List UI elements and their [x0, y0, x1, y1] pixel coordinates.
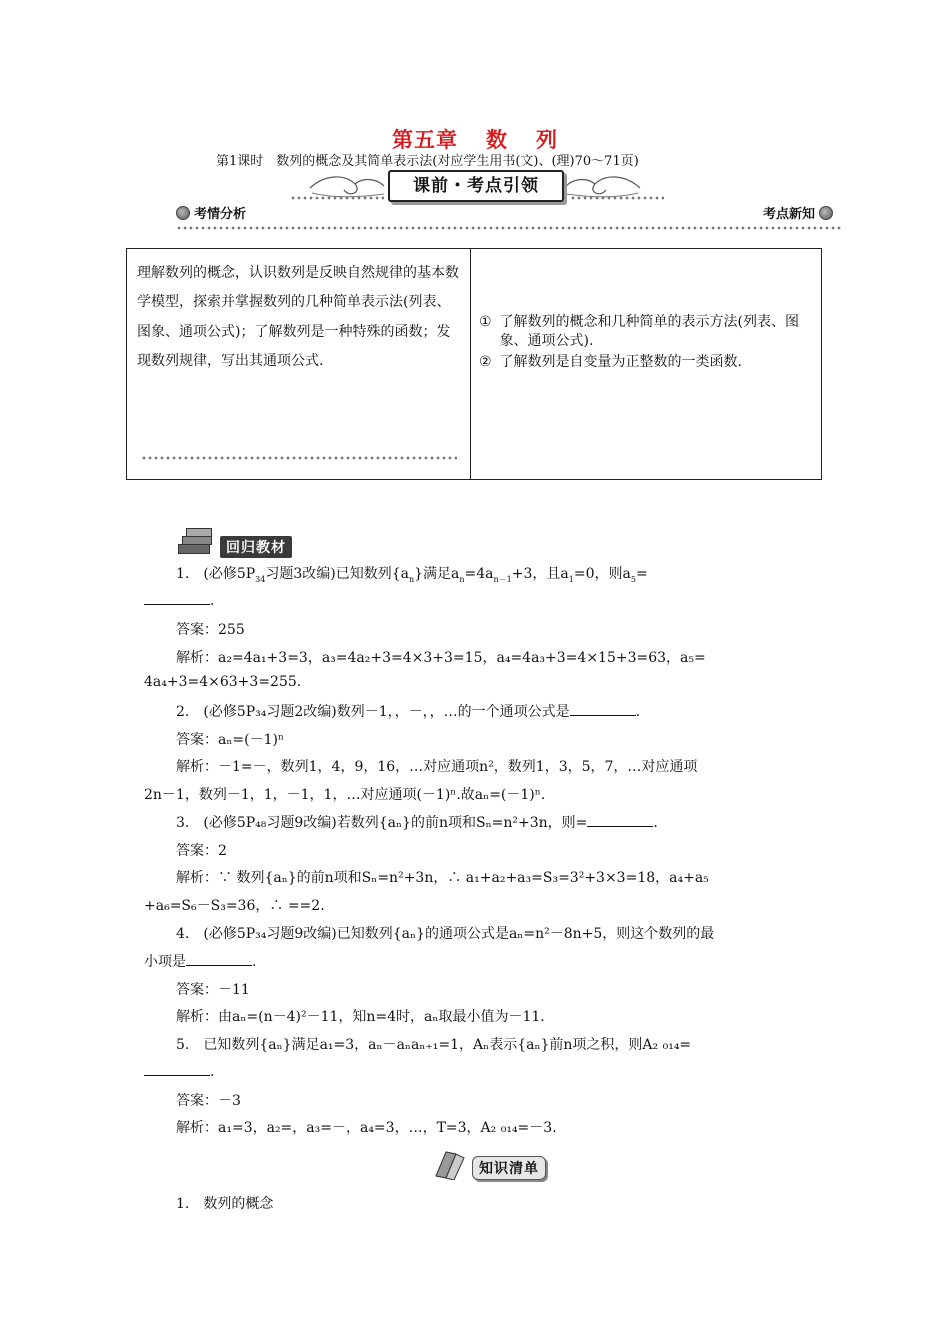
problem-3: 3. (必修5P₄₈习题9改编)若数列{aₙ}的前n项和Sₙ=n²+3n，则= .	[176, 812, 658, 832]
cell-dots	[141, 456, 457, 460]
bullet-icon	[819, 206, 833, 220]
solution-3-line-2: +a₆=S₆－S₃=36，∴ ==2.	[144, 898, 325, 914]
objective-item	[479, 313, 809, 351]
answer-blank[interactable]	[144, 590, 210, 605]
header-dots-left	[290, 196, 384, 200]
table-right-cell	[479, 313, 809, 374]
solution-4: 解析：由aₙ=(n－4)²－11，知n=4时，aₙ取最小值为－11.	[176, 1009, 545, 1025]
bullet-icon	[176, 206, 190, 220]
solution-3-line-1: 解析：∵ 数列{aₙ}的前n项和Sₙ=n²+3n，∴ a₁+a₂+a₃=S₃=3²+3×3=18，a₄+a₅	[176, 870, 709, 886]
right-label	[763, 203, 833, 222]
answer-5: 答案：－3	[176, 1093, 241, 1109]
answer-blank[interactable]	[186, 951, 252, 966]
answer-2: 答案：aₙ=(－1)ⁿ	[176, 732, 285, 748]
left-label-text: 考情分析	[194, 207, 247, 222]
item-text: 了解数列是自变量为正整数的一类函数.	[499, 354, 743, 370]
item-text: 了解数列的概念和几种简单的表示方法(列表、图象、通项公式).	[499, 314, 800, 349]
banner-title: 课前・考点引领	[388, 170, 564, 202]
objective-item	[479, 353, 809, 372]
problem-4-line-2: 小项是 .	[144, 951, 256, 971]
problem-1-blank: .	[144, 590, 214, 609]
item-number: ①	[479, 314, 492, 330]
header-dots-right	[570, 196, 664, 200]
left-label	[176, 203, 246, 222]
answer-3: 答案：2	[176, 843, 227, 859]
chapter-word-2: 列	[536, 127, 558, 152]
answer-4: 答案：－11	[176, 982, 250, 998]
table-left-cell	[127, 249, 471, 479]
knowledge-item-1: 1. 数列的概念	[176, 1196, 274, 1212]
table-left-text: 理解数列的概念，认识数列是反映自然规律的基本数学模型，探索并掌握数列的几种简单表示法(列表、图象、通项公式)；了解数列是一种特殊的函数；发现数列规律，写出其通项公式.	[137, 265, 459, 370]
section-heading-review	[178, 528, 292, 558]
right-label-text: 考点新知	[763, 207, 816, 222]
section-label: 知识清单	[472, 1156, 546, 1180]
section-label: 回归教材	[220, 536, 292, 558]
answer-blank[interactable]	[587, 812, 653, 827]
solution-5: 解析：a₁=3，a₂=，a₃=－，a₄=3，…，T=3，A₂ ₀₁₄=－3.	[176, 1120, 557, 1136]
objectives-table	[126, 248, 822, 480]
book-stack-icon	[432, 1148, 468, 1180]
solution-2-line-2: 2n－1，数列－1，1，－1，1，…对应通项(－1)ⁿ.故aₙ=(－1)ⁿ.	[144, 787, 546, 803]
problem-5: 5. 已知数列{aₙ}满足a₁=3，aₙ－aₙaₙ₊₁=1，Aₙ表示{aₙ}前n项之积，则A₂ ₀₁₄=	[176, 1037, 692, 1053]
section-heading-knowledge	[432, 1148, 546, 1180]
answer-blank[interactable]	[570, 701, 636, 716]
solution-1-line-2: 4a₄+3=4×63+3=255.	[144, 674, 302, 690]
header-dots-bottom	[176, 225, 842, 231]
problem-1: 1. (必修$5P_{34}$习题3改编)已知数列$\{a_n\}$满足$a_n=4a_{n-1}+3$，且$a_1=0$，则$a_5=$	[176, 566, 648, 584]
solution-1-line-1: 解析：a₂=4a₁+3=3，a₃=4a₂+3=4×3+3=15，a₄=4a₃+3=4×15+3=63，a₅=	[176, 650, 706, 666]
answer-1: 答案：255	[176, 622, 245, 638]
problem-2: 2. (必修5P₃₄习题2改编)数列－1，，－，，…的一个通项公式是 .	[176, 701, 640, 721]
answer-blank[interactable]	[144, 1061, 210, 1076]
books-icon	[178, 528, 216, 558]
chapter-word-1: 数	[486, 127, 508, 152]
item-number: ②	[479, 354, 492, 370]
chapter-prefix: 第五章	[392, 127, 458, 152]
solution-2-line-1: 解析：－1=－，数列1，4，9，16，…对应通项n²，数列1，3，5，7，…对应通项	[176, 759, 698, 775]
lesson-title: 第1课时 数列的概念及其简单表示法(对应学生用书(文)、(理)70～71页)	[216, 154, 639, 169]
problem-4-line-1: 4. (必修5P₃₄习题9改编)已知数列{aₙ}的通项公式是aₙ=n²－8n+5，则这个数列的最	[176, 926, 715, 942]
problem-5-blank: .	[144, 1061, 214, 1080]
